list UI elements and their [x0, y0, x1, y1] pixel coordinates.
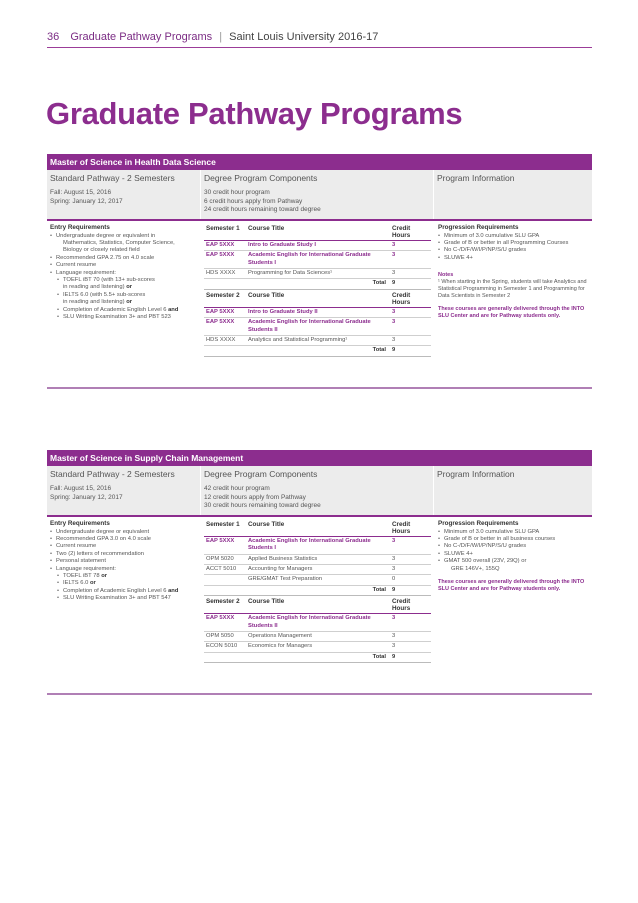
progression-item: • SLUWE 4+	[438, 551, 589, 558]
component-line: 42 credit hour program	[204, 485, 270, 492]
progression-item: • Grade of B or better in all Programming Courses	[438, 240, 589, 247]
progression-item: • Minimum of 3.0 cumulative SLU GPA	[438, 233, 589, 240]
table-row: EAP 5XXX Academic English for International Graduate Students I 3	[204, 251, 431, 269]
progression-heading: Progression Requirements	[438, 223, 519, 231]
entry-item: • Undergraduate degree or equivalent	[50, 529, 198, 536]
page-header	[47, 31, 378, 43]
delivery-note: These courses are generally delivered through the INTO SLU Center and are for Pathway students only.	[438, 578, 585, 592]
components-heading: Degree Program Components	[204, 469, 318, 479]
total-row: Total 9	[204, 652, 431, 662]
table-row: ACCT 5010 Accounting for Managers 3	[204, 564, 431, 574]
entry-heading: Entry Requirements	[50, 223, 110, 231]
progression-item: • GMAT 500 overall (23V, 29Q) or	[438, 558, 589, 565]
hours-header: Credit Hours	[388, 596, 431, 614]
progression-requirements	[434, 517, 592, 693]
components-summary	[201, 466, 434, 515]
entry-item: • Two (2) letters of recommendation	[50, 551, 198, 558]
header-rule	[47, 47, 592, 48]
progression-item: • Minimum of 3.0 cumulative SLU GPA	[438, 529, 589, 536]
entry-item: • Undergraduate degree or equivalent in	[50, 233, 198, 240]
program-body	[47, 221, 592, 389]
course-tables	[201, 221, 434, 387]
page-number: 36	[47, 31, 60, 43]
progression-item: • No C-/D/F/W/I/P/NP/S/U grades	[438, 247, 589, 254]
component-line: 24 credit hours remaining toward degree	[204, 206, 321, 213]
entry-item: in reading and listening) or	[63, 299, 132, 306]
semester-1-table	[204, 223, 431, 290]
sem-header: Semester 1	[204, 519, 246, 537]
entry-requirements	[47, 221, 201, 387]
program-title: Master of Science in Health Data Science	[47, 154, 592, 170]
total-row: Total 9	[204, 279, 431, 289]
pathway-heading: Standard Pathway - 2 Semesters	[50, 173, 175, 183]
entry-item: • Current resume	[50, 543, 198, 550]
entry-item: • SLU Writing Examination 3+ and PBT 547	[50, 595, 198, 602]
info-summary	[434, 170, 592, 219]
program-title: Master of Science in Supply Chain Management	[47, 450, 592, 466]
components-summary	[201, 170, 434, 219]
header-university: Saint Louis University 2016-17	[229, 31, 379, 43]
entry-item: • IELTS 6.0 (with 5.5+ sub-scores	[50, 292, 198, 299]
entry-item: • SLU Writing Examination 3+ and PBT 523	[50, 314, 198, 321]
entry-item: • TOEFL iBT 70 (with 13+ sub-scores	[50, 277, 198, 284]
total-row: Total 9	[204, 346, 431, 356]
hours-header: Credit Hours	[388, 519, 431, 537]
header-separator: |	[219, 31, 223, 43]
start-spring: Spring: January 12, 2017	[50, 197, 123, 205]
page-title: Graduate Pathway Programs	[46, 96, 463, 131]
table-row: OPM 5020 Applied Business Statistics 3	[204, 554, 431, 564]
start-fall: Fall: August 15, 2016	[50, 485, 112, 492]
entry-item: in reading and listening) or	[63, 284, 132, 291]
component-line: 30 credit hours remaining toward degree	[204, 502, 321, 509]
component-line: 6 credit hours apply from Pathway	[204, 197, 303, 205]
total-row: Total 9	[204, 585, 431, 595]
progression-item: • Grade of B or better in all business courses	[438, 536, 589, 543]
progression-item: • No C-/D/F/W/I/P/NP/S/U grades	[438, 543, 589, 550]
entry-item: Biology or closely related field	[63, 247, 140, 254]
table-row: EAP 5XXX Intro to Graduate Study I 3	[204, 241, 431, 251]
table-row: ECON 5010 Economics for Managers 3	[204, 642, 431, 652]
sem-header: Semester 2	[204, 596, 246, 614]
entry-requirements	[47, 517, 201, 693]
pathway-heading: Standard Pathway - 2 Semesters	[50, 469, 175, 479]
component-line: 30 credit hour program	[204, 189, 270, 196]
components-heading: Degree Program Components	[204, 173, 318, 183]
notes-text: ¹ When starting in the Spring, students will take Analytics and Statistical Programming in Semester 1 and Programming for Data Scientists in Semester 2	[438, 279, 587, 300]
entry-item: Mathematics, Statistics, Computer Science,	[63, 239, 175, 246]
course-header: Course Title	[246, 596, 388, 614]
pathway-summary	[47, 170, 201, 219]
program-summary	[47, 170, 592, 221]
course-header: Course Title	[246, 223, 388, 241]
notes	[438, 272, 589, 300]
pathway-summary	[47, 466, 201, 515]
progression-item: GRE 146V+, 155Q	[451, 565, 500, 572]
entry-item: • Recommended GPA 3.0 on 4.0 scale	[50, 536, 198, 543]
table-row: HDS XXXX Analytics and Statistical Programming¹ 3	[204, 336, 431, 346]
delivery-note: These courses are generally delivered through the INTO SLU Center and are for Pathway students only.	[438, 306, 585, 320]
table-row: EAP 5XXX Intro to Graduate Study II 3	[204, 308, 431, 318]
semester-1-table	[204, 519, 431, 596]
table-row: EAP 5XXX Academic English for International Graduate Students II 3	[204, 614, 431, 632]
info-summary	[434, 466, 592, 515]
entry-item: • Current resume	[50, 262, 198, 269]
component-line: 12 credit hours apply from Pathway	[204, 493, 306, 501]
entry-item: • Language requirement:	[50, 566, 198, 573]
progression-item: • SLUWE 4+	[438, 255, 589, 262]
entry-item: • TOEFL iBT 78 or	[50, 573, 198, 580]
entry-item: • Recommended GPA 2.75 on 4.0 scale	[50, 255, 198, 262]
table-row: GRE/GMAT Test Preparation 0	[204, 575, 431, 585]
start-spring: Spring: January 12, 2017	[50, 493, 123, 501]
header-section: Graduate Pathway Programs	[70, 31, 213, 43]
progression-heading: Progression Requirements	[438, 519, 519, 527]
notes-heading: Notes	[438, 272, 454, 279]
course-header: Course Title	[246, 290, 388, 308]
program-body	[47, 517, 592, 695]
entry-item: • Completion of Academic English Level 6 and	[50, 307, 198, 314]
program-health-data-science	[47, 154, 592, 389]
entry-item: • Personal statement	[50, 558, 198, 565]
semester-2-table	[204, 290, 431, 357]
course-header: Course Title	[246, 519, 388, 537]
sem-header: Semester 2	[204, 290, 246, 308]
start-fall: Fall: August 15, 2016	[50, 189, 112, 196]
hours-header: Credit Hours	[388, 223, 431, 241]
table-row: OPM 5050 Operations Management 3	[204, 632, 431, 642]
table-row: EAP 5XXX Academic English for International Graduate Students I 3	[204, 537, 431, 555]
entry-item: • Language requirement:	[50, 270, 198, 277]
progression-requirements	[434, 221, 592, 387]
hours-header: Credit Hours	[388, 290, 431, 308]
course-tables	[201, 517, 434, 693]
table-row: HDS XXXX Programming for Data Sciences¹ 3	[204, 268, 431, 278]
program-summary	[47, 466, 592, 517]
entry-item: • IELTS 6.0 or	[50, 580, 198, 587]
info-heading: Program Information	[437, 173, 515, 183]
entry-item: • Completion of Academic English Level 6 and	[50, 588, 198, 595]
table-row: EAP 5XXX Academic English for International Graduate Students II 3	[204, 318, 431, 336]
entry-heading: Entry Requirements	[50, 519, 110, 527]
program-supply-chain-management	[47, 450, 592, 695]
sem-header: Semester 1	[204, 223, 246, 241]
info-heading: Program Information	[437, 469, 515, 479]
semester-2-table	[204, 596, 431, 663]
